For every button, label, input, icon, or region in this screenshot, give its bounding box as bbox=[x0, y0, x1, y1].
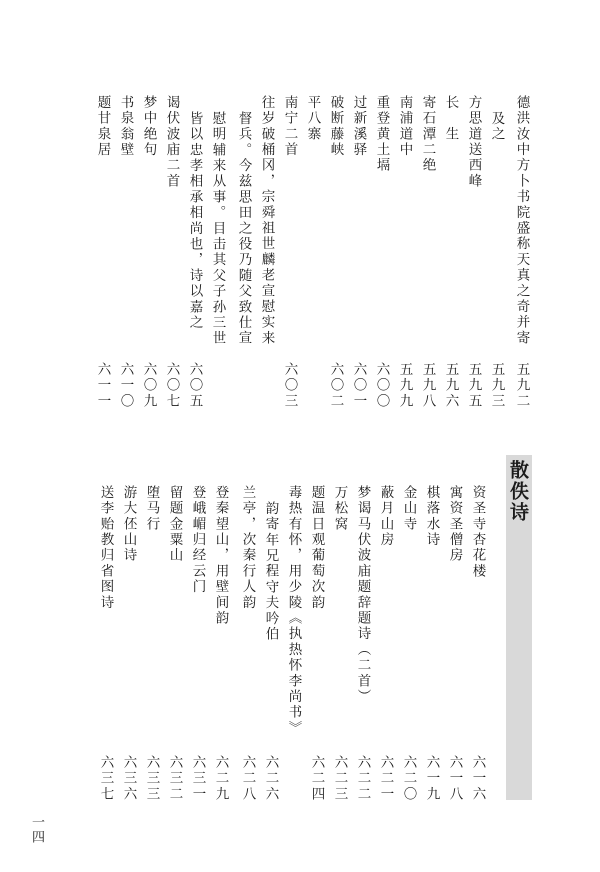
toc-entry-title: 书泉翁壁 bbox=[117, 95, 134, 158]
toc-entry-page: 六一〇 bbox=[117, 362, 134, 410]
toc-entry-title: 毒热有怀，用少陵《执热怀李尚书》 bbox=[285, 485, 302, 737]
toc-entry-page: 六二六 bbox=[262, 755, 279, 803]
toc-entry-page: 六〇九 bbox=[140, 362, 157, 410]
toc-entry-title: 金山寺 bbox=[400, 485, 417, 533]
toc-entry-page: 六一六 bbox=[469, 755, 486, 803]
toc-entry-title: 题甘泉居 bbox=[94, 95, 111, 158]
toc-entry-page: 六〇〇 bbox=[373, 362, 390, 410]
toc-entry-title: 万松窝 bbox=[331, 485, 348, 533]
toc-entry-title: 登峨嵋归经云门 bbox=[189, 485, 206, 595]
toc-entry-title: 韵寄年兄程守夫吟伯 bbox=[262, 501, 279, 643]
toc-entry-page: 六二三 bbox=[331, 755, 348, 803]
toc-entry-page: 六二二 bbox=[354, 755, 371, 803]
toc-entry-title: 兰亭，次秦行人韵 bbox=[239, 485, 256, 611]
toc-entry-page: 六〇七 bbox=[163, 362, 180, 410]
toc-entry-title: 方思道送西峰 bbox=[465, 95, 482, 190]
toc-entry-page: 六〇二 bbox=[327, 362, 344, 410]
toc-entry-title: 登秦望山，用壁间韵 bbox=[212, 485, 229, 627]
toc-entry-title: 督兵。今兹思田之役乃随父致仕宣 bbox=[235, 111, 252, 347]
toc-entry-title: 长 生 bbox=[442, 95, 459, 143]
toc-entry-title: 梦谒马伏波庙题辞题诗（二首） bbox=[354, 485, 371, 705]
toc-entry-title: 棋落水诗 bbox=[423, 485, 440, 548]
toc-entry-title: 皆以忠孝相承相尚也，诗以嘉之 bbox=[186, 111, 203, 331]
toc-entry-title: 过新溪驿 bbox=[350, 95, 367, 158]
toc-entry-title: 及之 bbox=[488, 111, 505, 143]
toc-entry-page: 六三六 bbox=[120, 755, 137, 803]
toc-entry-title: 往岁破桶冈，宗舜祖世麟老宣慰实来 bbox=[258, 95, 275, 347]
toc-entry-page: 六〇一 bbox=[350, 362, 367, 410]
toc-entry-title: 慰明辅来从事。目击其父子孙三世 bbox=[209, 111, 226, 347]
toc-entry-page: 五九五 bbox=[465, 362, 482, 410]
toc-entry-title: 堕马行 bbox=[143, 485, 160, 533]
toc-entry-page: 六〇三 bbox=[281, 362, 298, 410]
toc-entry-page: 五九八 bbox=[419, 362, 436, 410]
toc-entry-title: 南宁二首 bbox=[281, 95, 298, 158]
toc-entry-title: 谒伏波庙二首 bbox=[163, 95, 180, 190]
toc-entry-title: 寄石潭二绝 bbox=[419, 95, 436, 174]
toc-entry-title: 重登黄土塥 bbox=[373, 95, 390, 174]
toc-entry-page: 六二四 bbox=[308, 755, 325, 803]
section-title: 散佚诗 bbox=[507, 460, 529, 523]
toc-entry-title: 梦中绝句 bbox=[140, 95, 157, 158]
toc-entry-page: 五九九 bbox=[396, 362, 413, 410]
toc-entry-title: 蔽月山房 bbox=[377, 485, 394, 548]
toc-entry-page: 六一一 bbox=[94, 362, 111, 410]
toc-entry-page: 五九二 bbox=[513, 362, 530, 410]
toc-entry-title: 游大伾山诗 bbox=[120, 485, 137, 564]
toc-entry-title: 送李贻教归省图诗 bbox=[97, 485, 114, 611]
toc-entry-page: 六三七 bbox=[97, 755, 114, 803]
toc-entry-page: 六〇五 bbox=[186, 362, 203, 410]
toc-entry-page: 六二八 bbox=[239, 755, 256, 803]
toc-entry-title: 德洪汝中方卜书院盛称天真之奇并寄 bbox=[513, 95, 530, 347]
toc-entry-title: 破断藤峡 bbox=[327, 95, 344, 158]
toc-entry-page: 五九六 bbox=[442, 362, 459, 410]
toc-entry-title: 南浦道中 bbox=[396, 95, 413, 158]
toc-entry-title: 留题金粟山 bbox=[166, 485, 183, 564]
toc-entry-page: 五九三 bbox=[488, 362, 505, 410]
toc-entry-page: 六二九 bbox=[212, 755, 229, 803]
toc-entry-page: 六一八 bbox=[446, 755, 463, 803]
toc-entry-page: 六三二 bbox=[166, 755, 183, 803]
toc-entry-title: 资圣寺杏花楼 bbox=[469, 485, 486, 580]
toc-entry-title: 寓资圣僧房 bbox=[446, 485, 463, 564]
toc-entry-page: 六一九 bbox=[423, 755, 440, 803]
toc-entry-page: 六三三 bbox=[143, 755, 160, 803]
toc-entry-title: 题温日观葡萄次韵 bbox=[308, 485, 325, 611]
page-number: 一四 bbox=[29, 815, 44, 845]
toc-entry-page: 六二一 bbox=[377, 755, 394, 803]
toc-entry-page: 六二〇 bbox=[400, 755, 417, 803]
toc-entry-page: 六三一 bbox=[189, 755, 206, 803]
toc-entry-title: 平八寨 bbox=[304, 95, 321, 143]
